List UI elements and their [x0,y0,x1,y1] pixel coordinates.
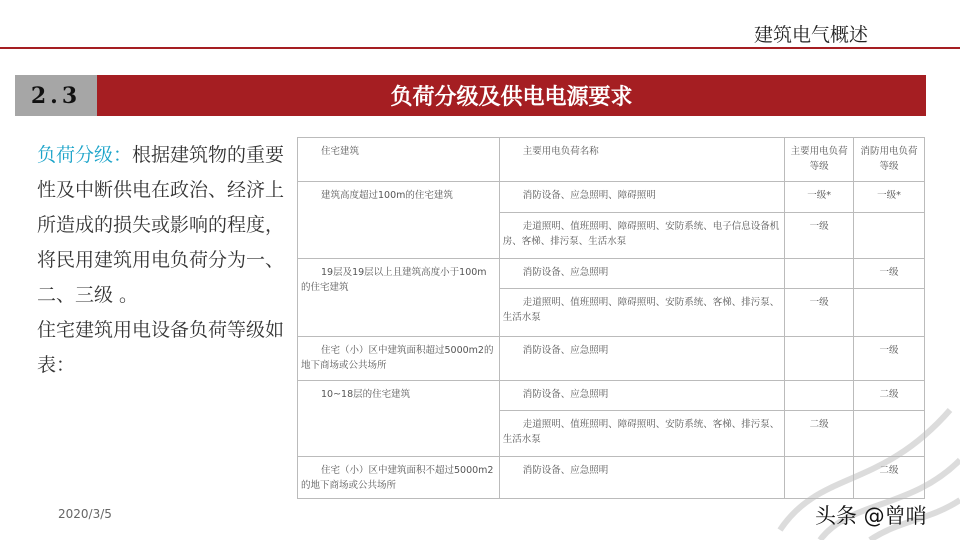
main-load-level-cell: 一级 [785,213,854,259]
load-name-cell: 消防设备、应急照明 [499,381,785,411]
fire-load-level-cell: 一级* [854,182,925,213]
table-row [298,381,925,411]
load-level-table [297,137,925,499]
section-title: 负荷分级及供电电源要求 [97,75,926,116]
main-load-level-cell [785,457,854,499]
building-type-cell: 10~18层的住宅建筑 [298,381,500,457]
watermark: 头条 @曾哨 [815,504,927,528]
section-number: 2.3 [15,75,97,116]
load-name-cell: 消防设备、应急照明 [499,457,785,499]
fire-load-level-cell [854,289,925,337]
main-load-level-cell: 一级 [785,289,854,337]
table-row [298,457,925,499]
building-type-cell: 建筑高度超过100m的住宅建筑 [298,182,500,259]
fire-load-level-cell: 二级 [854,457,925,499]
column-header: 消防用电负荷等级 [854,138,925,182]
fire-load-level-cell [854,213,925,259]
load-name-cell: 消防设备、应急照明 [499,337,785,381]
load-name-cell: 走道照明、值班照明、障碍照明、安防系统、电子信息设备机房、客梯、排污泵、生活水泵 [499,213,785,259]
header-title: 建筑电气概述 [753,24,868,46]
table-header-row [298,138,925,182]
table-row [298,182,925,213]
load-name-cell: 走道照明、值班照明、障碍照明、安防系统、客梯、排污泵、生活水泵 [499,411,785,457]
main-load-level-cell [785,337,854,381]
table-row [298,337,925,381]
main-load-level-cell [785,381,854,411]
header-divider [0,47,960,49]
column-header: 主要用电负荷等级 [785,138,854,182]
table-intro: 住宅建筑用电设备负荷等级如表： [37,319,285,376]
building-type-cell: 住宅（小）区中建筑面积超过5000m2的地下商场或公共场所 [298,337,500,381]
table-row [298,259,925,289]
fire-load-level-cell: 一级 [854,259,925,289]
definition-text: 根据建筑物的重要性及中断供电在政治、经济上所造成的损失或影响的程度，将民用建筑用电负荷分为一、二、三级 。 [37,144,285,306]
main-load-level-cell: 二级 [785,411,854,457]
main-load-level-cell: 一级* [785,182,854,213]
load-name-cell: 消防设备、应急照明 [499,259,785,289]
column-header: 住宅建筑 [298,138,500,182]
building-type-cell: 19层及19层以上且建筑高度小于100m的住宅建筑 [298,259,500,337]
main-load-level-cell [785,259,854,289]
fire-load-level-cell: 一级 [854,337,925,381]
load-name-cell: 走道照明、值班照明、障碍照明、安防系统、客梯、排污泵、生活水泵 [499,289,785,337]
highlight-term: 负荷分级： [37,144,133,166]
fire-load-level-cell [854,411,925,457]
fire-load-level-cell: 二级 [854,381,925,411]
building-type-cell: 住宅（小）区中建筑面积不超过5000m2的地下商场或公共场所 [298,457,500,499]
column-header: 主要用电负荷名称 [499,138,785,182]
body-text [37,138,289,383]
load-name-cell: 消防设备、应急照明、障碍照明 [499,182,785,213]
date: 2020/3/5 [58,507,112,521]
